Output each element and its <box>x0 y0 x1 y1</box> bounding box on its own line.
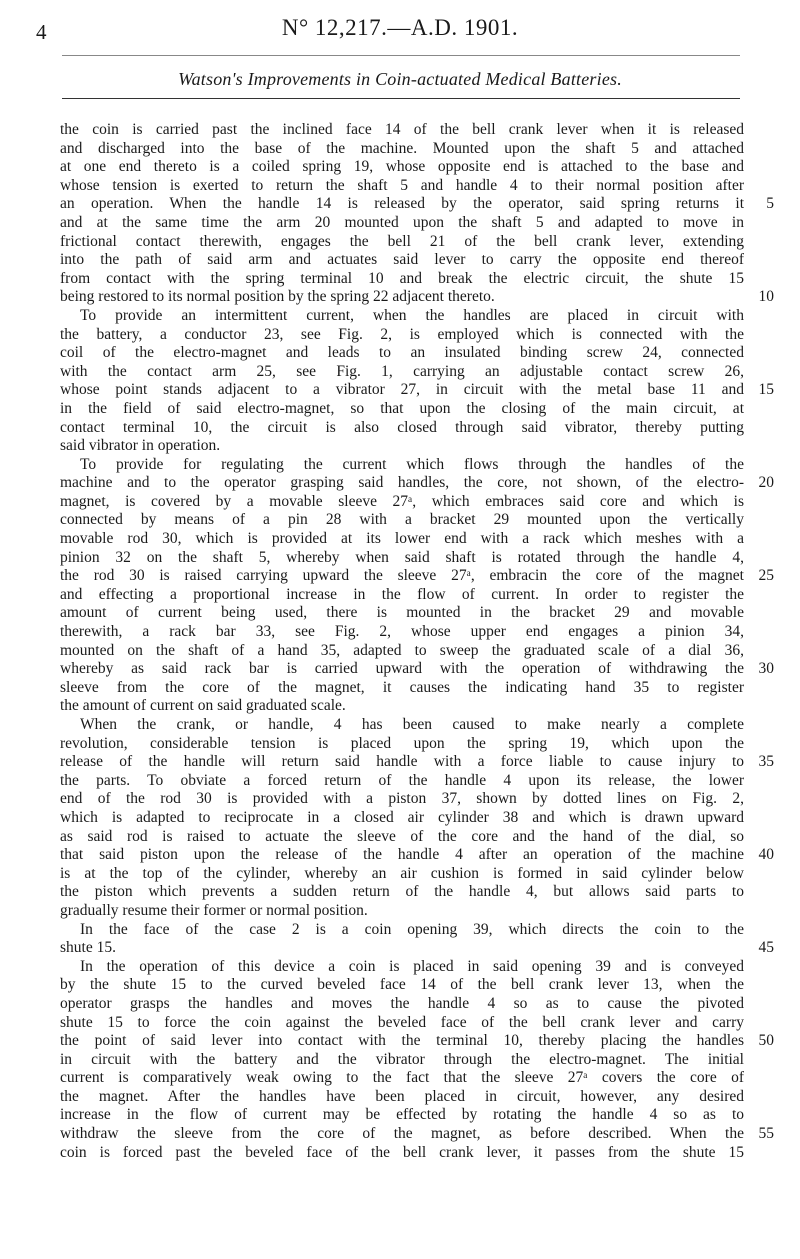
text-line: magnet, is covered by a movable sleeve 27ᵃ, which embraces said core and which is <box>60 492 744 510</box>
text-line: being restored to its normal position by the spring 22 adjacent thereto. <box>60 288 495 306</box>
text-line: with the contact arm 25, see Fig. 1, carrying an adjustable contact screw 26, <box>60 362 744 380</box>
page-header <box>0 0 800 120</box>
text-line: into the path of said arm and actuates said lever to carry the opposite end thereof <box>60 251 744 269</box>
text-line: gradually resume their former or normal position. <box>60 901 368 919</box>
text-line: current is comparatively weak owing to the fact that the sleeve 27ᵃ covers the core of <box>60 1069 744 1087</box>
text-line: the battery, a conductor 23, see Fig. 2, is employed which is connected with the <box>60 325 744 343</box>
text-line: mounted on the shaft of a hand 35, adapted to sweep the graduated scale of a dial 36, <box>60 641 744 659</box>
margin-line-number: 45 <box>758 939 774 957</box>
text-line: the parts. To obviate a forced return of the handle 4 upon its release, the lower <box>60 771 744 789</box>
margin-line-number: 10 <box>758 288 774 306</box>
text-line: therewith, a rack bar 33, see Fig. 2, whose upper end engages a pinion 34, <box>60 623 744 641</box>
margin-line-number: 30 <box>758 660 774 678</box>
text-line: movable rod 30, which is provided at its lower end with a rack which meshes with a <box>60 530 744 548</box>
text-line: that said piston upon the release of the handle 4 after an operation of the machine <box>60 846 744 864</box>
text-line: withdraw the sleeve from the core of the magnet, as before described. When the <box>60 1125 744 1143</box>
text-line: and effecting a proportional increase in the flow of current. In order to register the <box>60 585 744 603</box>
text-line: In the operation of this device a coin is placed in said opening 39 and is conveyed <box>80 957 744 975</box>
header-rule-top <box>62 55 740 56</box>
text-line: an operation. When the handle 14 is released by the operator, said spring returns it <box>60 195 744 213</box>
text-line: the amount of current on said graduated scale. <box>60 697 346 715</box>
text-line: the rod 30 is raised carrying upward the sleeve 27ᵃ, embracin the core of the magnet <box>60 567 744 585</box>
text-line: the coin is carried past the inclined face 14 of the bell crank lever when it is released <box>60 121 744 138</box>
text-line: pinion 32 on the shaft 5, whereby when said shaft is rotated through the handle 4, <box>60 548 744 566</box>
text-line: the point of said lever into contact with the terminal 10, thereby placing the handles <box>60 1032 744 1050</box>
text-line: as said rod is raised to actuate the sleeve of the core and the hand of the dial, so <box>60 827 744 845</box>
running-title: Watson's Improvements in Coin-actuated Medical Batteries. <box>178 69 622 89</box>
margin-line-number: 50 <box>758 1032 774 1050</box>
margin-line-number: 15 <box>758 381 774 399</box>
text-line: To provide an intermittent current, when the handles are placed in circuit with <box>80 306 744 324</box>
text-line: contact terminal 10, the circuit is also closed through said vibrator, thereby putting <box>60 418 744 436</box>
text-line: whose tension is exerted to return the shaft 5 and handle 4 to their normal position after <box>60 176 744 194</box>
text-line: the magnet. After the handles have been placed in circuit, however, any desired <box>60 1087 744 1105</box>
text-line: at one end thereto is a coiled spring 19, whose opposite end is attached to the base and <box>60 158 744 176</box>
text-line: in circuit with the battery and the vibrator through the electro-magnet. The initial <box>60 1050 744 1068</box>
margin-line-number: 35 <box>758 753 774 771</box>
margin-line-number: 5 <box>766 195 774 213</box>
text-line: sleeve from the core of the magnet, it causes the indicating hand 35 to register <box>60 678 744 696</box>
margin-line-number: 55 <box>758 1125 774 1143</box>
margin-line-number: 25 <box>758 567 774 585</box>
text-line: the piston which prevents a sudden return of the handle 4, but allows said parts to <box>60 883 744 901</box>
text-line: from contact with the spring terminal 10 and break the electric circuit, the shute 15 <box>60 269 744 287</box>
text-line: in the field of said electro-magnet, so that upon the closing of the main circuit, at <box>60 399 744 417</box>
margin-line-number: 20 <box>758 474 774 492</box>
text-line: whose point stands adjacent to a vibrator 27, in circuit with the metal base 11 and <box>60 381 744 399</box>
text-line: increase in the flow of current may be effected by rotating the handle 4 so as to <box>60 1106 744 1124</box>
text-line: shute 15 to force the coin against the beveled face of the bell crank lever and carry <box>60 1013 744 1031</box>
text-line: coin is forced past the beveled face of the bell crank lever, it passes from the shute 15 <box>60 1143 744 1161</box>
header-rule-bottom <box>62 98 740 99</box>
text-line: said vibrator in operation. <box>60 437 221 455</box>
text-line: and at the same time the arm 20 mounted upon the shaft 5 and adapted to move in <box>60 213 744 231</box>
text-line: revolution, considerable tension is placed upon the spring 19, which upon the <box>60 734 744 752</box>
text-line: end of the rod 30 is provided with a piston 37, shown by dotted lines on Fig. 2, <box>60 790 744 808</box>
text-line: and discharged into the base of the machine. Mounted upon the shaft 5 and attached <box>60 139 744 157</box>
patent-number: N° 12,217.—A.D. 1901. <box>281 15 519 40</box>
margin-line-number: 40 <box>758 846 774 864</box>
text-line: When the crank, or handle, 4 has been caused to make nearly a complete <box>80 716 744 733</box>
text-line: amount of current being used, there is mounted in the bracket 29 and movable <box>60 604 744 622</box>
text-line: operator grasps the handles and moves the handle 4 so as to cause the pivoted <box>60 994 744 1012</box>
text-line: which is adapted to reciprocate in a closed air cylinder 38 and which is drawn upward <box>60 808 744 826</box>
text-line: To provide for regulating the current which flows through the handles of the <box>80 455 744 473</box>
text-line: In the face of the case 2 is a coin opening 39, which directs the coin to the <box>80 920 744 938</box>
text-line: whereby as said rack bar is carried upward with the operation of withdrawing the <box>60 660 744 678</box>
text-line: shute 15. <box>60 939 116 957</box>
text-line: frictional contact therewith, engages the bell 21 of the bell crank lever, extending <box>60 232 744 250</box>
text-line: is at the top of the cylinder, whereby an air cushion is formed in said cylinder below <box>60 864 744 882</box>
page-number: 4 <box>36 20 47 44</box>
body-text <box>60 121 744 1162</box>
text-line: coil of the electro-magnet and leads to an insulated binding screw 24, connected <box>60 344 744 362</box>
text-line: by the shute 15 to the curved beveled face 14 of the bell crank lever 13, when the <box>60 976 744 994</box>
text-line: machine and to the operator grasping said handles, the core, not shown, of the electro- <box>60 474 744 492</box>
text-line: release of the handle will return said handle with a force liable to cause injury to <box>60 753 744 771</box>
text-line: connected by means of a pin 28 with a bracket 29 mounted upon the vertically <box>60 511 744 529</box>
